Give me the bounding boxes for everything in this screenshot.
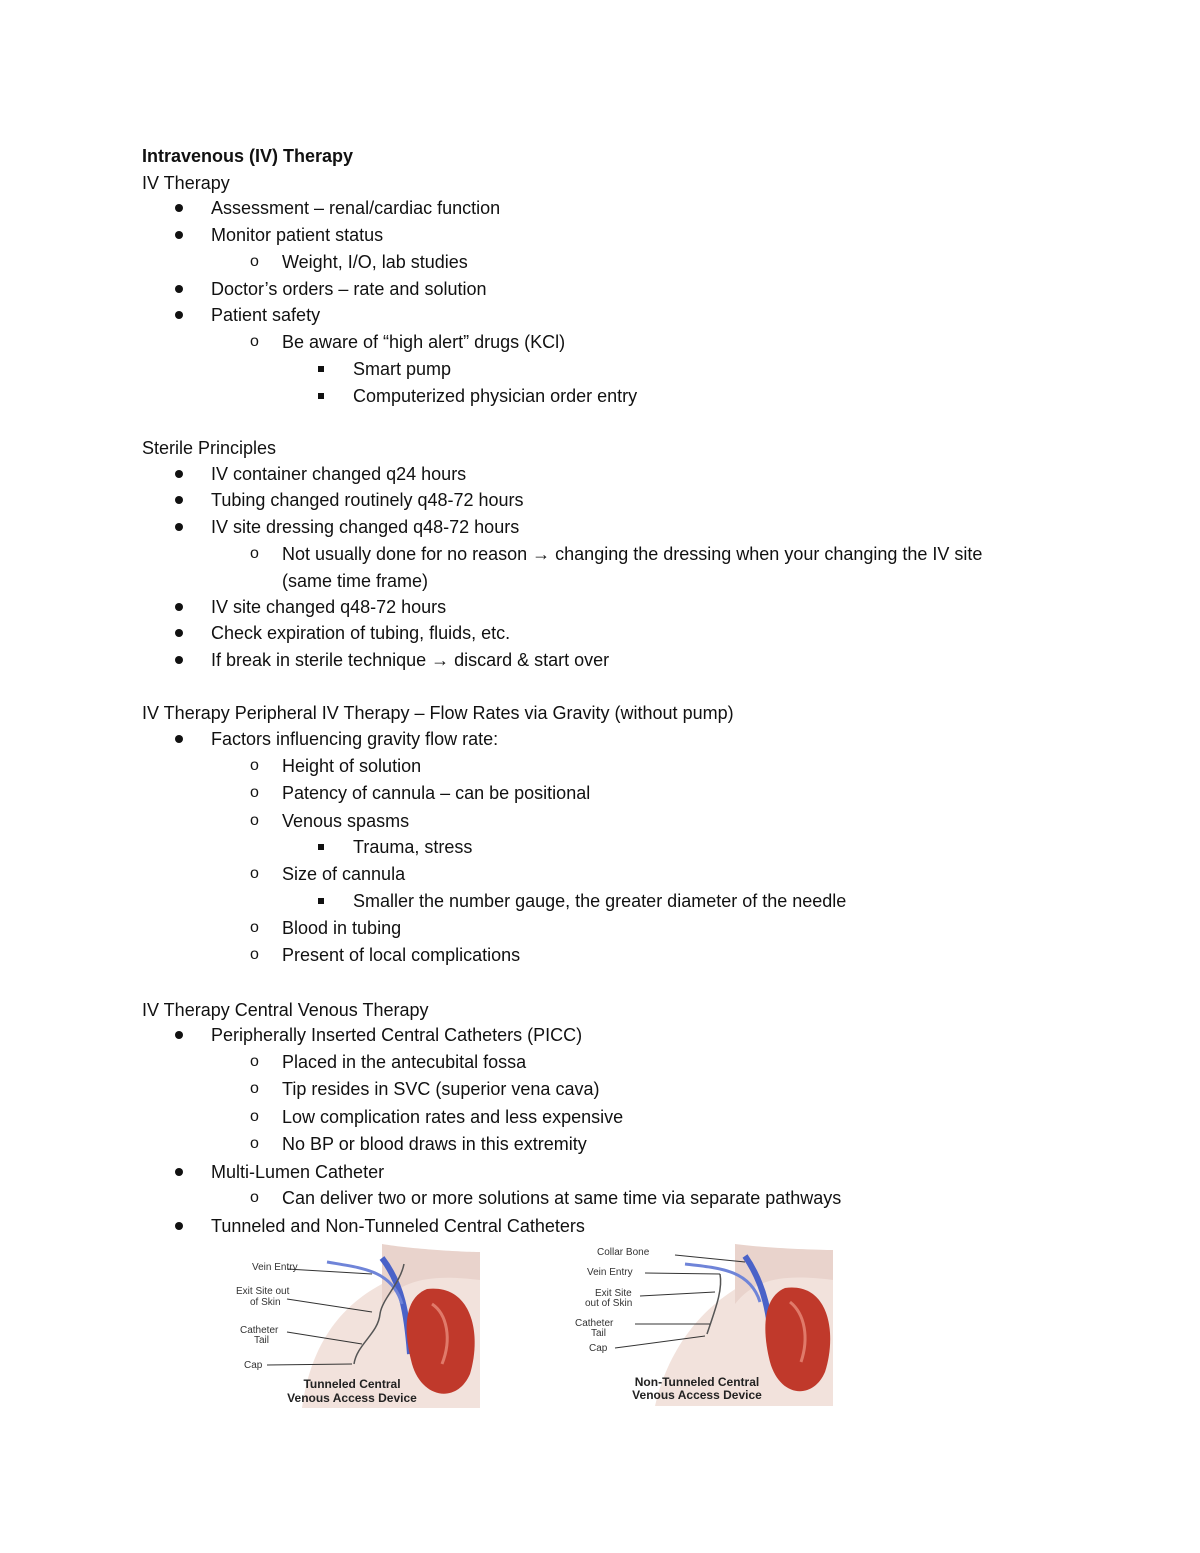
bullet-circle: o	[250, 1189, 259, 1206]
label-exit-site: Exit Site out	[236, 1286, 290, 1297]
label-cap: Cap	[244, 1360, 263, 1371]
bullet-dot	[175, 311, 183, 319]
list-item: Present of local complications	[282, 945, 521, 965]
label-catheter-tail: Catheter	[575, 1318, 614, 1329]
label-vein-entry: Vein Entry	[252, 1262, 298, 1273]
bullet-circle: o	[250, 253, 259, 270]
bullet-circle: o	[250, 1135, 259, 1152]
list-item: Smart pump	[353, 359, 452, 379]
label-exit-site: of Skin	[250, 1297, 281, 1308]
list-item: If break in sterile technique → discard & start over	[211, 650, 610, 670]
list-item: IV site dressing changed q48-72 hours	[211, 517, 520, 537]
list-item: Tip resides in SVC (superior vena cava)	[282, 1079, 600, 1099]
list-item: No BP or blood draws in this extremity	[282, 1134, 587, 1154]
bullet-circle: o	[250, 784, 259, 801]
label-catheter-tail: Tail	[254, 1335, 270, 1346]
bullet-dot	[175, 656, 183, 664]
list-item: Not usually done for no reason → changing the dressing when your changing the IV site	[282, 544, 983, 564]
list-item: Monitor patient status	[211, 225, 384, 245]
list-item: Height of solution	[282, 756, 422, 776]
bullet-circle: o	[250, 545, 259, 562]
bullet-square	[318, 898, 324, 904]
bullet-dot	[175, 629, 183, 637]
label-exit-site: Exit Site	[595, 1288, 632, 1299]
bullet-circle: o	[250, 1108, 259, 1125]
list-item: Size of cannula	[282, 864, 406, 884]
list-item: Check expiration of tubing, fluids, etc.	[211, 623, 511, 643]
bullet-circle: o	[250, 333, 259, 350]
label-cap: Cap	[589, 1343, 608, 1354]
figure-caption: Tunneled Central	[303, 1377, 401, 1391]
bullet-circle: o	[250, 1080, 259, 1097]
list-item: Tubing changed routinely q48-72 hours	[211, 490, 524, 510]
non-tunneled-catheter-figure	[575, 1240, 833, 1406]
bullet-square	[318, 366, 324, 372]
figure-caption: Non-Tunneled Central	[634, 1375, 760, 1389]
bullet-circle: o	[250, 919, 259, 936]
list-item: Computerized physician order entry	[353, 386, 638, 406]
bullet-circle: o	[250, 946, 259, 963]
section-heading: IV Therapy Peripheral IV Therapy – Flow Rates via Gravity (without pump)	[142, 703, 734, 723]
bullet-circle: o	[250, 1053, 259, 1070]
section-heading: IV Therapy Central Venous Therapy	[142, 1000, 429, 1020]
bullet-dot	[175, 1168, 183, 1176]
bullet-square	[318, 393, 324, 399]
bullet-circle: o	[250, 812, 259, 829]
list-item: Smaller the number gauge, the greater diameter of the needle	[353, 891, 847, 911]
list-item: Factors influencing gravity flow rate:	[211, 729, 499, 749]
bullet-dot	[175, 231, 183, 239]
label-collar-bone: Collar Bone	[597, 1247, 650, 1258]
bullet-dot	[175, 204, 183, 212]
bullet-circle: o	[250, 757, 259, 774]
list-item: Trauma, stress	[353, 837, 473, 857]
bullet-dot	[175, 496, 183, 504]
bullet-dot	[175, 603, 183, 611]
list-item: IV site changed q48-72 hours	[211, 597, 447, 617]
list-item: Placed in the antecubital fossa	[282, 1052, 527, 1072]
label-catheter-tail: Catheter	[240, 1325, 279, 1336]
list-item: Patient safety	[211, 305, 321, 325]
list-item: Be aware of “high alert” drugs (KCl)	[282, 332, 566, 352]
tunneled-catheter-figure	[232, 1244, 480, 1408]
list-item: Assessment – renal/cardiac function	[211, 198, 501, 218]
list-item: Can deliver two or more solutions at same time via separate pathways	[282, 1188, 842, 1208]
bullet-dot	[175, 523, 183, 531]
bullet-square	[318, 844, 324, 850]
list-item-continued: (same time frame)	[282, 571, 429, 591]
list-item: Doctor’s orders – rate and solution	[211, 279, 487, 299]
bullet-dot	[175, 470, 183, 478]
figure-caption: Venous Access Device	[632, 1388, 762, 1402]
label-exit-site: out of Skin	[585, 1298, 633, 1309]
section-heading: IV Therapy	[142, 173, 230, 193]
figure-caption: Venous Access Device	[287, 1391, 417, 1405]
list-item: Venous spasms	[282, 811, 410, 831]
list-item: Multi-Lumen Catheter	[211, 1162, 385, 1182]
bullet-dot	[175, 1031, 183, 1039]
section-heading: Sterile Principles	[142, 438, 277, 458]
list-item: Tunneled and Non-Tunneled Central Catheters	[211, 1216, 585, 1236]
document-title: Intravenous (IV) Therapy	[142, 146, 354, 166]
label-catheter-tail: Tail	[591, 1328, 607, 1339]
list-item: Low complication rates and less expensive	[282, 1107, 624, 1127]
list-item: Blood in tubing	[282, 918, 402, 938]
list-item: Patency of cannula – can be positional	[282, 783, 591, 803]
list-item: IV container changed q24 hours	[211, 464, 467, 484]
bullet-dot	[175, 735, 183, 743]
list-item: Weight, I/O, lab studies	[282, 252, 468, 272]
bullet-dot	[175, 1222, 183, 1230]
bullet-dot	[175, 285, 183, 293]
list-item: Peripherally Inserted Central Catheters (PICC)	[211, 1025, 583, 1045]
label-vein-entry: Vein Entry	[587, 1267, 633, 1278]
bullet-circle: o	[250, 865, 259, 882]
